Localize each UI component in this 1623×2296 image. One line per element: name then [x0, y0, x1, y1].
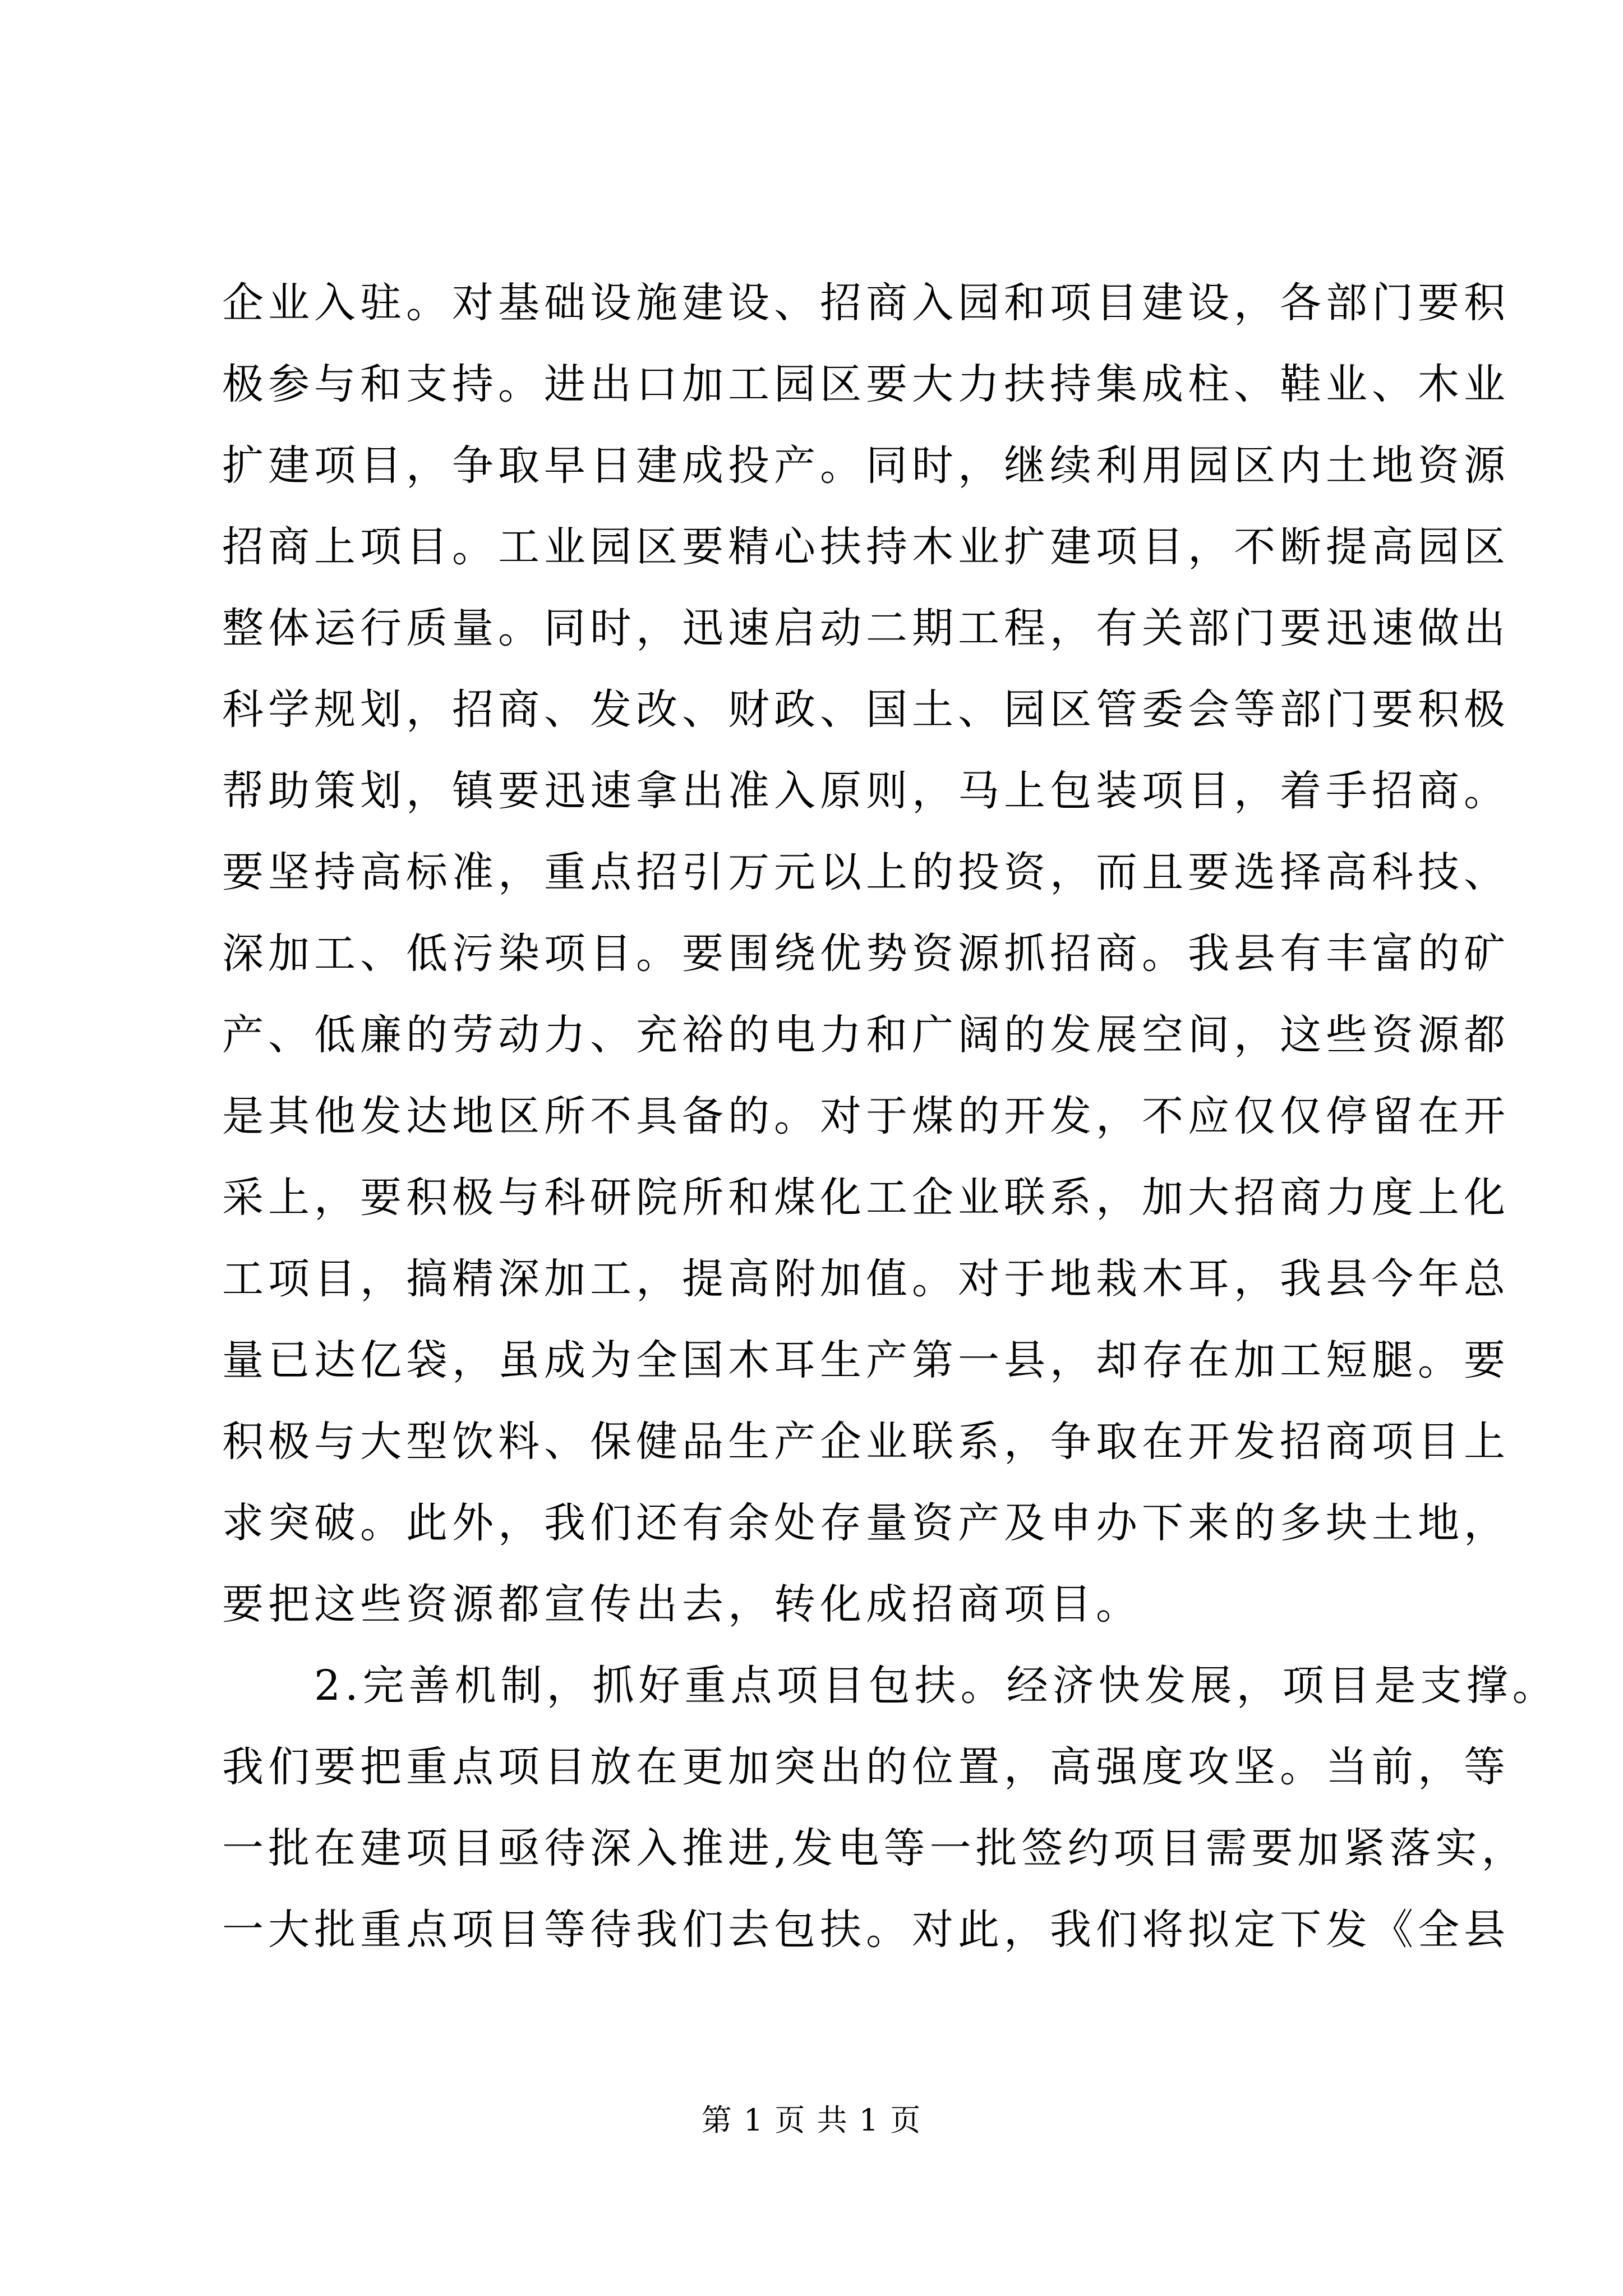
text-line: 帮助策划，镇要迅速拿出准入原则，马上包装项目，着手招商。 [222, 767, 1510, 815]
paragraph-start-line: 2.完善机制，抓好重点项目包扶。经济快发展，项目是支撑。 [314, 1662, 1559, 1710]
text-line: 一批在建项目亟待深入推进,发电等一批签约项目需要加紧落实， [222, 1824, 1528, 1872]
text-line: 深加工、低污染项目。要围绕优势资源抓招商。我县有丰富的矿 [222, 930, 1510, 978]
text-line: 整体运行质量。同时，迅速启动二期工程，有关部门要迅速做出 [222, 604, 1510, 652]
text-line: 工项目，搞精深加工，提高附加值。对于地栽木耳，我县今年总 [222, 1255, 1510, 1303]
text-line: 采上，要积极与科研院所和煤化工企业联系，加大招商力度上化 [222, 1174, 1510, 1222]
text-line: 产、低廉的劳动力、充裕的电力和广阔的发展空间，这些资源都 [222, 1011, 1510, 1059]
text-line: 积极与大型饮料、保健品生产企业联系，争取在开发招商项目上 [222, 1418, 1510, 1466]
text-line: 企业入驻。对基础设施建设、招商入园和项目建设，各部门要积 [222, 279, 1510, 327]
text-line: 科学规划，招商、发改、财政、国土、园区管委会等部门要积极 [222, 685, 1510, 734]
text-line: 要坚持高标准，重点招引万元以上的投资，而且要选择高科技、 [222, 848, 1510, 896]
text-line: 我们要把重点项目放在更加突出的位置，高强度攻坚。当前，等 [222, 1743, 1510, 1791]
text-line: 扩建项目，争取早日建成投产。同时，继续利用园区内土地资源 [222, 441, 1510, 490]
text-line: 求突破。此外，我们还有余处存量资产及申办下来的多块土地， [222, 1499, 1510, 1547]
text-line: 要把这些资源都宣传出去，转化成招商项目。 [222, 1580, 1142, 1628]
body-text [222, 263, 1559, 1971]
text-line: 一大批重点项目等待我们去包扶。对此，我们将拟定下发《全县 [222, 1906, 1510, 1954]
text-line: 量已达亿袋，虽成为全国木耳生产第一县，却存在加工短腿。要 [222, 1336, 1510, 1384]
text-line: 是其他发达地区所不具备的。对于煤的开发，不应仅仅停留在开 [222, 1092, 1510, 1140]
page-footer: 第 1 页 共 1 页 [701, 2102, 922, 2138]
text-line: 极参与和支持。进出口加工园区要大力扶持集成柱、鞋业、木业 [222, 360, 1510, 408]
text-line: 招商上项目。工业园区要精心扶持木业扩建项目，不断提高园区 [222, 523, 1510, 571]
